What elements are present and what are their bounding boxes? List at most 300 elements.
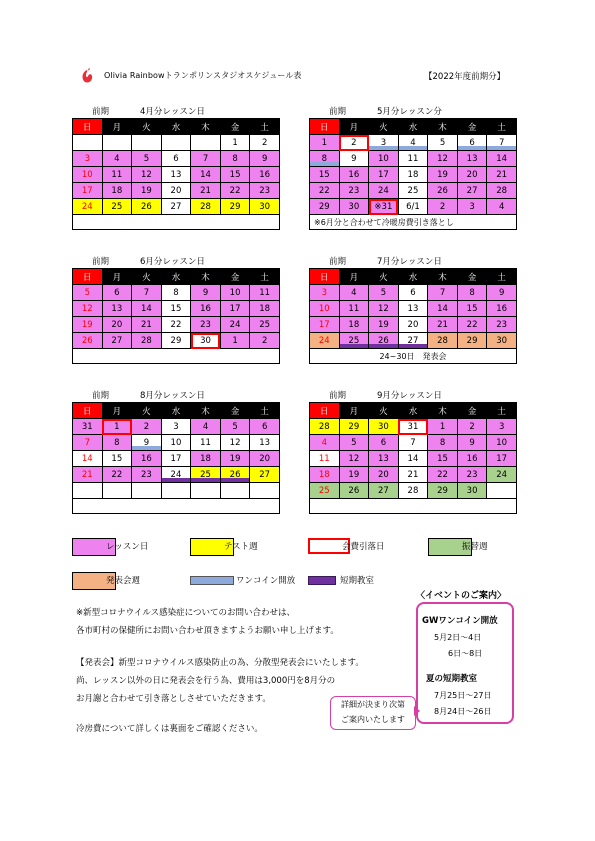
day-cell: 19 xyxy=(220,451,250,467)
weekday-header: 火 xyxy=(369,269,399,285)
weekday-header: 金 xyxy=(220,403,250,419)
weekday-header: 木 xyxy=(428,403,458,419)
day-cell: 15 xyxy=(310,167,340,183)
calendar-term: 前期 xyxy=(92,257,110,267)
weekday-header: 金 xyxy=(220,119,250,135)
day-cell: 13 xyxy=(457,151,487,167)
week-row xyxy=(73,467,280,483)
day-cell: 29 xyxy=(339,419,369,435)
legend-lesson-label: レッスン日 xyxy=(106,542,149,552)
calendar-month-label: 7月分レッスン日 xyxy=(377,257,442,267)
summer-date-2: 8月24日～26日 xyxy=(434,707,492,716)
day-cell: 11 xyxy=(398,151,428,167)
calendar-term: 前期 xyxy=(92,391,110,401)
day-cell: 30 xyxy=(250,199,280,215)
calendar-note xyxy=(309,499,517,514)
day-cell: 12 xyxy=(220,435,250,451)
weekday-header: 日 xyxy=(73,119,103,135)
summer-title: 夏の短期教室 xyxy=(426,674,478,684)
note-recital-2: 尚、レッスン以外の日に発表会を行う為、費用は3,000円を8月分の xyxy=(76,676,336,686)
day-cell xyxy=(191,483,221,499)
day-cell: 4 xyxy=(487,199,517,215)
day-cell: 1 xyxy=(220,333,250,349)
day-cell: 24 xyxy=(310,333,340,349)
day-cell: 3 xyxy=(369,135,399,151)
day-cell: 17 xyxy=(220,301,250,317)
day-cell: 27 xyxy=(161,199,191,215)
day-cell: 17 xyxy=(487,451,517,467)
weekday-header: 火 xyxy=(132,119,162,135)
day-cell: 16 xyxy=(339,167,369,183)
day-cell xyxy=(73,135,103,151)
day-cell: 25 xyxy=(310,483,340,499)
document-title: Olivia Rainbowトランポリンスタジオスケジュール表 xyxy=(104,71,302,80)
day-cell: 2 xyxy=(457,419,487,435)
day-cell: 19 xyxy=(339,467,369,483)
week-row xyxy=(310,301,517,317)
weekday-header: 土 xyxy=(250,119,280,135)
day-cell xyxy=(132,135,162,151)
day-cell: 18 xyxy=(339,317,369,333)
day-cell: 17 xyxy=(161,451,191,467)
day-cell: 5 xyxy=(73,285,103,301)
day-cell: 27 xyxy=(398,333,428,349)
day-cell: 13 xyxy=(398,301,428,317)
day-cell xyxy=(102,135,132,151)
week-row xyxy=(310,199,517,215)
weekday-header: 火 xyxy=(369,403,399,419)
weekday-header: 水 xyxy=(161,269,191,285)
day-cell: 14 xyxy=(73,451,103,467)
calendar-month-label: 9月分レッスン日 xyxy=(377,391,442,401)
day-cell: 3 xyxy=(161,419,191,435)
calendar-grid xyxy=(72,402,280,499)
day-cell: 18 xyxy=(398,167,428,183)
calendar-header xyxy=(72,104,280,118)
day-cell: 4 xyxy=(339,285,369,301)
day-cell: 15 xyxy=(457,301,487,317)
weekday-header: 月 xyxy=(102,403,132,419)
week-row xyxy=(73,135,280,151)
day-cell: 10 xyxy=(73,167,103,183)
callout-line-2: ご案内いたします xyxy=(341,715,405,724)
day-cell xyxy=(161,483,191,499)
day-cell: 6 xyxy=(102,285,132,301)
calendar-note xyxy=(72,349,280,364)
weekday-row xyxy=(73,403,280,419)
weekday-header: 金 xyxy=(220,269,250,285)
week-row xyxy=(73,301,280,317)
day-cell xyxy=(487,483,517,499)
weekday-header: 水 xyxy=(161,403,191,419)
day-cell: 2 xyxy=(132,419,162,435)
weekday-row xyxy=(310,403,517,419)
day-cell: 28 xyxy=(132,333,162,349)
calendar-term: 前期 xyxy=(92,107,110,117)
calendar-header xyxy=(309,388,517,402)
callout-pointer xyxy=(414,706,420,716)
weekday-header: 木 xyxy=(428,119,458,135)
day-cell: 7 xyxy=(132,285,162,301)
weekday-header: 日 xyxy=(73,269,103,285)
day-cell: 24 xyxy=(487,467,517,483)
weekday-header: 火 xyxy=(132,403,162,419)
weekday-header: 土 xyxy=(487,403,517,419)
day-cell xyxy=(220,483,250,499)
day-cell: 2 xyxy=(339,135,369,151)
day-cell: 18 xyxy=(250,301,280,317)
day-cell: 14 xyxy=(132,301,162,317)
weekday-header: 木 xyxy=(191,403,221,419)
day-cell: 23 xyxy=(487,317,517,333)
day-cell: 9 xyxy=(487,285,517,301)
day-cell: 19 xyxy=(73,317,103,333)
legend-substitute-label: 振替週 xyxy=(462,542,488,552)
calendar-header xyxy=(72,254,280,268)
day-cell: 24 xyxy=(73,199,103,215)
day-cell: 21 xyxy=(428,317,458,333)
day-cell: 24 xyxy=(220,317,250,333)
week-row xyxy=(310,151,517,167)
legend-fee-label: 会費引落日 xyxy=(342,542,385,552)
day-cell: 12 xyxy=(428,151,458,167)
weekday-header: 木 xyxy=(191,119,221,135)
day-cell: 26 xyxy=(369,333,399,349)
day-cell: 27 xyxy=(369,483,399,499)
weekday-header: 月 xyxy=(339,403,369,419)
weekday-header: 金 xyxy=(457,269,487,285)
day-cell: 7 xyxy=(398,435,428,451)
day-cell: 5 xyxy=(369,285,399,301)
day-cell xyxy=(250,483,280,499)
calendar-note xyxy=(72,215,280,230)
day-cell: 14 xyxy=(398,451,428,467)
day-cell: 13 xyxy=(102,301,132,317)
gw-title: GWワンコイン開放 xyxy=(422,616,498,626)
day-cell: 29 xyxy=(428,483,458,499)
week-row xyxy=(310,135,517,151)
day-cell: 8 xyxy=(220,151,250,167)
day-cell: 15 xyxy=(102,451,132,467)
callout-line-1: 詳細が決まり次第 xyxy=(341,700,405,709)
legend-short-class-swatch xyxy=(308,576,336,585)
day-cell: 23 xyxy=(191,317,221,333)
day-cell: 28 xyxy=(428,333,458,349)
weekday-header: 火 xyxy=(132,269,162,285)
day-cell: 7 xyxy=(191,151,221,167)
day-cell: 23 xyxy=(457,467,487,483)
calendar-header xyxy=(72,388,280,402)
weekday-header: 日 xyxy=(73,403,103,419)
day-cell: 19 xyxy=(132,183,162,199)
day-cell: 29 xyxy=(161,333,191,349)
day-cell: 24 xyxy=(369,183,399,199)
day-cell: 14 xyxy=(487,151,517,167)
week-row xyxy=(73,451,280,467)
week-row xyxy=(73,183,280,199)
week-row xyxy=(73,151,280,167)
day-cell: 3 xyxy=(310,285,340,301)
day-cell: 6/1 xyxy=(398,199,428,215)
day-cell: 4 xyxy=(102,151,132,167)
day-cell: 16 xyxy=(487,301,517,317)
day-cell: 15 xyxy=(220,167,250,183)
day-cell: 30 xyxy=(487,333,517,349)
day-cell: 8 xyxy=(102,435,132,451)
calendar-september xyxy=(309,388,517,514)
calendar-july xyxy=(309,254,517,364)
day-cell: 3 xyxy=(487,419,517,435)
calendar-grid xyxy=(72,268,280,349)
day-cell: 11 xyxy=(191,435,221,451)
weekday-header: 土 xyxy=(487,119,517,135)
day-cell xyxy=(73,483,103,499)
day-cell: 6 xyxy=(369,435,399,451)
weekday-row xyxy=(310,269,517,285)
day-cell: 7 xyxy=(73,435,103,451)
legend-recital-label: 発表会週 xyxy=(106,576,141,586)
weekday-header: 月 xyxy=(102,269,132,285)
weekday-header: 月 xyxy=(102,119,132,135)
day-cell: 10 xyxy=(220,285,250,301)
day-cell: 16 xyxy=(250,167,280,183)
event-guide-title: 〈イベントのご案内〉 xyxy=(416,591,507,601)
week-row xyxy=(310,483,517,499)
day-cell: 25 xyxy=(102,199,132,215)
calendar-note: 24~30日 発表会 xyxy=(309,349,517,364)
calendar-month-label: 6月分レッスン日 xyxy=(140,257,205,267)
day-cell: 20 xyxy=(250,451,280,467)
day-cell: 31 xyxy=(398,419,428,435)
day-cell: 6 xyxy=(457,135,487,151)
day-cell: 1 xyxy=(428,419,458,435)
day-cell: 5 xyxy=(428,135,458,151)
day-cell: 6 xyxy=(398,285,428,301)
week-row xyxy=(310,317,517,333)
day-cell xyxy=(161,135,191,151)
weekday-header: 月 xyxy=(339,119,369,135)
day-cell: 21 xyxy=(73,467,103,483)
day-cell: 28 xyxy=(487,183,517,199)
week-row xyxy=(310,183,517,199)
gw-date-2: 6日～8日 xyxy=(448,649,483,658)
day-cell xyxy=(191,135,221,151)
day-cell: 25 xyxy=(339,333,369,349)
day-cell: 23 xyxy=(132,467,162,483)
day-cell: 3 xyxy=(73,151,103,167)
day-cell: 31 xyxy=(73,419,103,435)
weekday-row xyxy=(73,269,280,285)
day-cell: 1 xyxy=(102,419,132,435)
day-cell: 1 xyxy=(220,135,250,151)
day-cell: 8 xyxy=(161,285,191,301)
day-cell: 21 xyxy=(132,317,162,333)
day-cell: 29 xyxy=(457,333,487,349)
day-cell: 2 xyxy=(428,199,458,215)
period-label: 【2022年度前期分】 xyxy=(424,72,506,82)
day-cell: 20 xyxy=(102,317,132,333)
weekday-header: 土 xyxy=(487,269,517,285)
weekday-row xyxy=(73,119,280,135)
day-cell: 12 xyxy=(369,301,399,317)
day-cell: 27 xyxy=(250,467,280,483)
calendar-month-label: 4月分レッスン日 xyxy=(140,107,205,117)
day-cell: 5 xyxy=(339,435,369,451)
week-row xyxy=(73,199,280,215)
details-callout xyxy=(330,696,416,730)
weekday-header: 日 xyxy=(310,269,340,285)
day-cell: 20 xyxy=(398,317,428,333)
day-cell: 15 xyxy=(161,301,191,317)
day-cell: 10 xyxy=(369,151,399,167)
weekday-header: 土 xyxy=(250,269,280,285)
day-cell: 19 xyxy=(428,167,458,183)
day-cell: 30 xyxy=(369,419,399,435)
calendar-april xyxy=(72,104,280,230)
day-cell: 28 xyxy=(310,419,340,435)
day-cell: 7 xyxy=(428,285,458,301)
weekday-header: 木 xyxy=(428,269,458,285)
day-cell: 16 xyxy=(191,301,221,317)
day-cell: 29 xyxy=(220,199,250,215)
week-row xyxy=(73,483,280,499)
day-cell: 21 xyxy=(398,467,428,483)
day-cell: 9 xyxy=(250,151,280,167)
calendar-term: 前期 xyxy=(329,107,347,117)
day-cell: 26 xyxy=(132,199,162,215)
day-cell: 26 xyxy=(73,333,103,349)
day-cell: 9 xyxy=(191,285,221,301)
week-row xyxy=(310,419,517,435)
day-cell: 13 xyxy=(250,435,280,451)
day-cell: 22 xyxy=(220,183,250,199)
day-cell: 22 xyxy=(428,467,458,483)
day-cell: 27 xyxy=(457,183,487,199)
calendar-june xyxy=(72,254,280,364)
day-cell: 17 xyxy=(310,317,340,333)
weekday-header: 木 xyxy=(191,269,221,285)
week-row xyxy=(73,419,280,435)
day-cell: 4 xyxy=(398,135,428,151)
weekday-header: 日 xyxy=(310,119,340,135)
weekday-header: 水 xyxy=(161,119,191,135)
day-cell xyxy=(102,483,132,499)
day-cell: 11 xyxy=(102,167,132,183)
calendar-note: ※6月分と合わせて冷暖房費引き落とし xyxy=(309,215,517,230)
day-cell: 9 xyxy=(339,151,369,167)
day-cell: 6 xyxy=(250,419,280,435)
day-cell: 14 xyxy=(428,301,458,317)
day-cell: 28 xyxy=(398,483,428,499)
note-recital-1: 【発表会】新型コロナウイルス感染防止の為、分散型発表会にいたします。 xyxy=(76,658,364,668)
day-cell: 22 xyxy=(102,467,132,483)
event-box xyxy=(416,602,514,724)
day-cell: 25 xyxy=(250,317,280,333)
week-row xyxy=(310,333,517,349)
day-cell: 5 xyxy=(220,419,250,435)
day-cell: 16 xyxy=(457,451,487,467)
week-row xyxy=(73,167,280,183)
day-cell: 13 xyxy=(161,167,191,183)
day-cell: 8 xyxy=(310,151,340,167)
gw-date-1: 5月2日～4日 xyxy=(434,633,482,642)
day-cell: 13 xyxy=(369,451,399,467)
day-cell: 5 xyxy=(132,151,162,167)
day-cell: 22 xyxy=(457,317,487,333)
weekday-header: 金 xyxy=(457,119,487,135)
summer-date-1: 7月25日～27日 xyxy=(434,691,492,700)
day-cell: 11 xyxy=(250,285,280,301)
week-row xyxy=(73,285,280,301)
calendar-grid xyxy=(309,118,517,215)
day-cell: 25 xyxy=(398,183,428,199)
day-cell: 6 xyxy=(161,151,191,167)
day-cell: 21 xyxy=(191,183,221,199)
week-row xyxy=(310,451,517,467)
day-cell: 30 xyxy=(339,199,369,215)
calendar-month-label: 5月分レッスン分 xyxy=(377,107,442,117)
week-row xyxy=(310,435,517,451)
day-cell xyxy=(132,483,162,499)
day-cell: 12 xyxy=(339,451,369,467)
day-cell: 8 xyxy=(428,435,458,451)
day-cell: 15 xyxy=(428,451,458,467)
day-cell: 27 xyxy=(102,333,132,349)
week-row xyxy=(310,285,517,301)
note-covid-2: 各市町村の保健所にお問い合わせ頂きますようお願い申し上げます。 xyxy=(76,626,339,636)
day-cell: 20 xyxy=(369,467,399,483)
day-cell: 23 xyxy=(339,183,369,199)
calendar-may xyxy=(309,104,517,230)
week-row xyxy=(310,467,517,483)
calendar-august xyxy=(72,388,280,514)
weekday-header: 水 xyxy=(398,269,428,285)
day-cell: 14 xyxy=(191,167,221,183)
day-cell: 17 xyxy=(369,167,399,183)
day-cell: 3 xyxy=(457,199,487,215)
day-cell: 24 xyxy=(161,467,191,483)
day-cell: 28 xyxy=(191,199,221,215)
day-cell: 2 xyxy=(250,333,280,349)
week-row xyxy=(73,317,280,333)
day-cell: 9 xyxy=(132,435,162,451)
day-cell: 26 xyxy=(339,483,369,499)
day-cell: 30 xyxy=(191,333,221,349)
note-recital-3: お月謝と合わせて引き落としさせていただきます。 xyxy=(76,694,271,704)
calendar-grid xyxy=(309,402,517,499)
day-cell: 29 xyxy=(310,199,340,215)
day-cell: 19 xyxy=(369,317,399,333)
day-cell: 4 xyxy=(310,435,340,451)
day-cell: 10 xyxy=(487,435,517,451)
calendar-header xyxy=(309,254,517,268)
day-cell: 30 xyxy=(457,483,487,499)
weekday-header: 月 xyxy=(339,269,369,285)
day-cell: 2 xyxy=(250,135,280,151)
legend-one-coin-label: ワンコイン開放 xyxy=(236,576,296,586)
weekday-header: 火 xyxy=(369,119,399,135)
day-cell: 10 xyxy=(310,301,340,317)
day-cell: 8 xyxy=(457,285,487,301)
day-cell: 1 xyxy=(310,135,340,151)
calendar-header xyxy=(309,104,517,118)
calendar-grid xyxy=(309,268,517,349)
day-cell: 20 xyxy=(161,183,191,199)
weekday-row xyxy=(310,119,517,135)
weekday-header: 日 xyxy=(310,403,340,419)
legend-test-label: テスト週 xyxy=(224,542,258,552)
note-cooling: 冷房費について詳しくは裏面をご確認ください。 xyxy=(76,724,263,734)
